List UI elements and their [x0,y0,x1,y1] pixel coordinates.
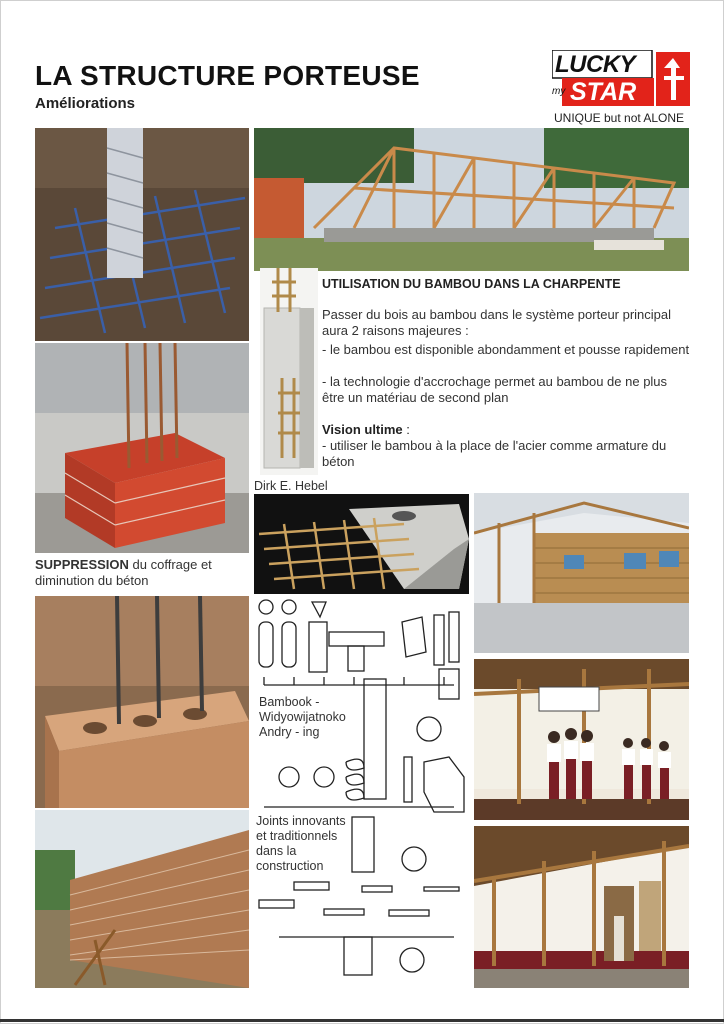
vision-heading [322,422,410,437]
logo-word-lucky: LUCKY [555,51,636,78]
logo-word-star: STAR [570,78,637,106]
interlocking-block-photo-icon [35,596,249,808]
rebar-footing-photo-icon [35,128,249,341]
vision-colon: : [402,422,410,437]
bamboo-joint-drawings-icon [254,597,469,987]
brick-column-photo-icon [35,343,249,553]
bamboo-hall-interior-photo-icon [474,493,689,653]
page-subtitle: Améliorations [35,95,136,112]
joints-caption: Joints innovants et traditionnels dans la construction [256,814,348,874]
suppression-bold: SUPPRESSION [35,557,129,572]
lucky-star-logo-icon [552,50,690,108]
bullet-item: - la technologie d'accrochage permet au bambou de ne plus être un matériau de second plan [322,374,668,405]
bottom-rule [0,1019,724,1022]
credit-hebel-1: Dirk E. Hebel [254,479,328,493]
school-group-photo-icon [474,659,689,820]
bullet-item: - le bambou est disponible abondamment et pousse rapidement [322,342,690,357]
bamboo-reinforced-column-icon [260,268,318,475]
vision-bullet: - utiliser le bambou à la place de l'acier comme armature du béton [322,438,667,469]
suppression-caption [35,557,250,589]
logo-tagline: UNIQUE but not ALONE [554,111,685,125]
vision-label: Vision ultime [322,422,403,437]
bamboo-veranda-photo-icon [474,826,689,988]
bamboo-reinforced-slab-icon [254,494,469,594]
bamboo-roof-frame-photo-icon [254,128,689,271]
page-title: LA STRUCTURE PORTEUSE [35,60,420,91]
section-intro: Passer du bois au bambou dans le système porteur principal aura 2 raisons majeures : [322,307,672,338]
bambook-credit: Bambook - Widyowijatnoko Andry - ing [259,695,346,739]
logo-word-small: my [552,86,566,97]
brick-wall-photo-icon [35,810,249,988]
suppression-rest: du coffrage et diminution du béton [35,557,212,588]
section-heading: UTILISATION DU BAMBOU DANS LA CHARPENTE [322,277,621,291]
